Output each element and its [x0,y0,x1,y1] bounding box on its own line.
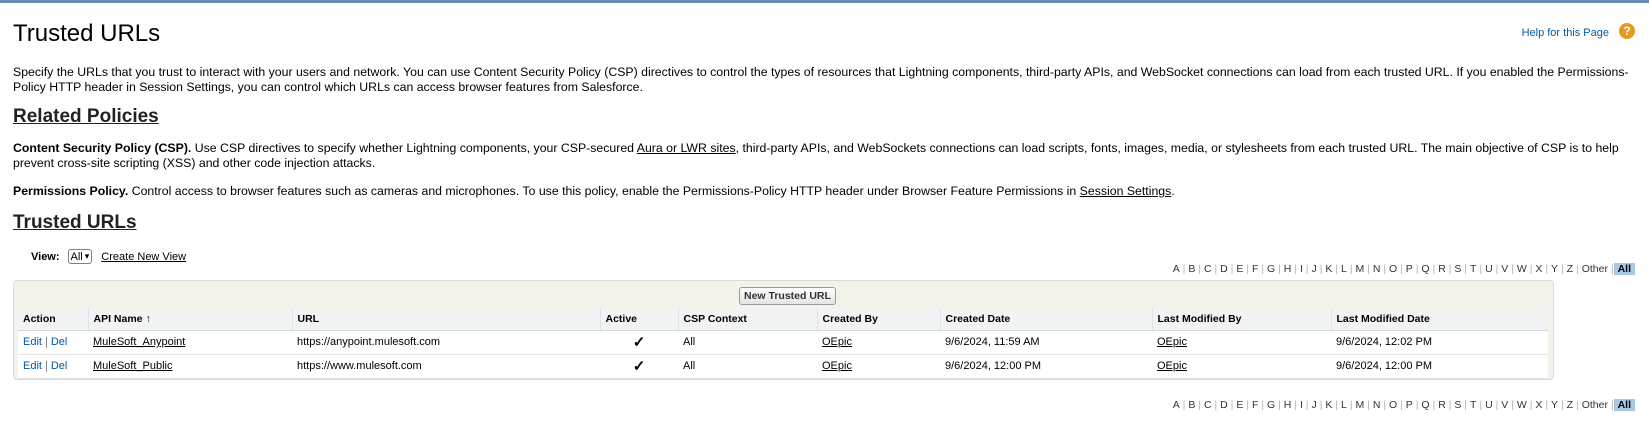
alpha-filter-h[interactable]: H [1283,263,1292,275]
alpha-filter-w[interactable]: W [1516,399,1527,411]
alpha-separator: | [1400,263,1403,275]
new-trusted-url-button[interactable]: New Trusted URL [739,287,836,305]
col-last-modified-date[interactable]: Last Modified Date [1331,308,1548,330]
alpha-filter-o[interactable]: O [1389,263,1398,275]
view-select[interactable] [68,249,93,264]
alpha-filter-c[interactable]: C [1203,263,1212,275]
last-modified-date-cell: 9/6/2024, 12:02 PM [1331,330,1548,354]
page-title: Trusted URLs [13,20,161,47]
alpha-filter-m[interactable]: M [1355,263,1365,275]
alpha-filter-v[interactable]: V [1501,399,1509,411]
alpha-separator: | [1246,263,1249,275]
alpha-separator: | [1400,399,1403,411]
col-url[interactable]: URL [292,308,600,330]
alpha-separator: | [1278,399,1281,411]
alpha-separator: | [1349,399,1353,411]
alpha-filter-u[interactable]: U [1485,263,1493,275]
alpha-filter-f[interactable]: F [1251,263,1259,275]
last-modified-by-link[interactable]: OEpic [1157,360,1187,372]
alpha-filter-u[interactable]: U [1485,399,1493,411]
alpha-separator: | [1495,263,1499,275]
alpha-separator: | [1415,263,1419,275]
url-cell: https://anypoint.mulesoft.com [292,330,600,354]
view-select-value: All [70,250,83,263]
col-created-date[interactable]: Created Date [940,308,1152,330]
alpha-separator: | [1529,263,1533,275]
alpha-filter-q[interactable]: Q [1421,399,1430,411]
help-icon[interactable]: ? [1619,23,1635,39]
alpha-filter-k[interactable]: K [1325,263,1333,275]
alpha-separator: | [1479,263,1483,275]
alpha-filter-t[interactable]: T [1470,263,1477,275]
alpha-separator: | [1367,263,1370,275]
alpha-separator: | [1305,399,1309,411]
alpha-separator: | [1182,263,1186,275]
alpha-filter-a[interactable]: A [1172,263,1180,275]
alpha-filter-c[interactable]: C [1203,399,1212,411]
alpha-filter-n[interactable]: N [1372,263,1381,275]
alpha-filter-g[interactable]: G [1267,399,1276,411]
alpha-separator: | [1198,263,1201,275]
alpha-separator: | [1545,399,1549,411]
alpha-filter-o[interactable]: O [1389,399,1398,411]
intro-text: Specify the URLs that you trust to interact with your users and network. You can use Content Security Policy (CSP) directives to control the types of resources that Lightning components, third-party APIs, and WebSocket connections can load from each trusted URL. If you enabled the Permissions-Policy HTTP header in Session Settings, you can control which URLs can access browser features from Salesforce. [13,65,1629,94]
action-separator: | [44,336,48,348]
col-csp-context[interactable]: CSP Context [678,308,817,330]
alpha-separator: | [1335,399,1338,411]
created-date-cell: 9/6/2024, 11:59 AM [940,330,1152,354]
alpha-filter-n[interactable]: N [1372,399,1381,411]
alpha-separator: | [1230,399,1234,411]
active-check-icon: ✓ [632,357,646,375]
col-created-by[interactable]: Created By [817,308,940,330]
alpha-filter-k[interactable]: K [1325,399,1333,411]
alpha-separator: | [1464,399,1468,411]
alpha-filter-m[interactable]: M [1355,399,1365,411]
last-modified-by-link[interactable]: OEpic [1157,336,1187,348]
alpha-filter-l[interactable]: L [1341,399,1347,411]
alpha-filter-g[interactable]: G [1267,263,1276,275]
alpha-separator: | [1246,399,1249,411]
alpha-filter-z[interactable]: Z [1566,399,1574,411]
alpha-filter-s[interactable]: S [1454,263,1462,275]
alpha-filter-i[interactable]: I [1299,263,1303,275]
help-link[interactable]: Help for this Page [1521,27,1609,39]
csp-context-cell: All [678,330,817,354]
col-last-modified-by[interactable]: Last Modified By [1152,308,1331,330]
csp-text-before: Use CSP directives to specify whether Lightning components, your CSP-secured [191,141,637,155]
alpha-separator: | [1214,399,1218,411]
alpha-filter-i[interactable]: I [1299,399,1303,411]
alpha-filter-bottom [1170,399,1635,411]
col-api-name[interactable] [88,308,292,330]
alpha-filter-j[interactable]: J [1311,399,1317,411]
trusted-urls-heading: Trusted URLs [13,212,137,233]
alpha-filter-p[interactable]: P [1405,399,1413,411]
alpha-separator: | [1294,399,1297,411]
alpha-separator: | [1432,263,1436,275]
alpha-separator: | [1349,263,1353,275]
alpha-separator: | [1335,263,1338,275]
session-settings-link[interactable]: Session Settings [1079,184,1172,198]
alpha-separator: | [1261,399,1264,411]
alpha-filter-y[interactable]: Y [1551,399,1559,411]
alpha-filter-other[interactable]: Other [1581,399,1608,411]
alpha-separator: | [1511,399,1514,411]
alpha-separator: | [1479,399,1483,411]
alpha-filter-b[interactable]: B [1188,263,1196,275]
related-policies-heading: Related Policies [13,106,159,127]
alpha-filter-d[interactable]: D [1220,399,1228,411]
api-name-link[interactable]: MuleSoft_Anypoint [93,336,186,348]
alpha-filter-j[interactable]: J [1311,263,1317,275]
csp-policy-label: Content Security Policy (CSP). [13,141,192,155]
alpha-separator: | [1610,263,1614,275]
created-by-link[interactable]: OEpic [822,336,852,348]
delete-link[interactable]: Del [50,360,68,372]
alpha-filter-all[interactable]: All [1614,263,1635,275]
alpha-separator: | [1383,263,1387,275]
alpha-separator: | [1182,399,1186,411]
alpha-separator: | [1448,399,1452,411]
alpha-filter-q[interactable]: Q [1421,263,1430,275]
created-by-link[interactable]: OEpic [822,360,852,372]
edit-link[interactable]: Edit [23,360,42,372]
alpha-filter-other[interactable]: Other [1581,263,1608,275]
alpha-separator: | [1415,399,1419,411]
alpha-separator: | [1495,399,1499,411]
last-modified-date-cell: 9/6/2024, 12:00 PM [1331,354,1548,378]
alpha-separator: | [1383,399,1387,411]
alpha-separator: | [1294,263,1297,275]
edit-link[interactable]: Edit [23,336,42,348]
api-name-link[interactable]: MuleSoft_Public [93,360,173,372]
created-date-cell: 9/6/2024, 12:00 PM [940,354,1152,378]
alpha-separator: | [1278,263,1281,275]
csp-context-cell: All [678,354,817,378]
table-row [18,330,1548,354]
alpha-separator: | [1230,263,1234,275]
alpha-separator: | [1545,263,1549,275]
alpha-filter-r[interactable]: R [1438,263,1446,275]
alpha-filter-all[interactable]: All [1614,399,1635,411]
alpha-filter-z[interactable]: Z [1566,263,1574,275]
permissions-policy-text [13,184,1633,199]
trusted-urls-list [13,280,1554,380]
delete-link[interactable]: Del [50,336,68,348]
active-check-icon: ✓ [632,333,646,351]
alpha-filter-h[interactable]: H [1283,399,1292,411]
alpha-filter-r[interactable]: R [1438,399,1446,411]
alpha-separator: | [1561,399,1564,411]
alpha-separator: | [1432,399,1436,411]
row-actions [18,354,88,378]
csp-policy-text [13,141,1633,171]
view-label: View: [31,250,60,263]
table-header-row [18,308,1548,330]
alpha-filter-s[interactable]: S [1454,399,1462,411]
alpha-separator: | [1576,263,1579,275]
alpha-separator: | [1367,399,1370,411]
alpha-filter-x[interactable]: X [1535,263,1543,275]
col-api-name-label: API Name [93,312,143,325]
alpha-filter-b[interactable]: B [1188,399,1196,411]
create-new-view-link[interactable]: Create New View [101,250,187,263]
csp-text-after: , third-party APIs, and WebSockets connections can load scripts, fonts, images, media, or stylesheets from each trusted URL. The main objective of CSP is to help prevent cross-site scripting (XSS) and other code injection attacks. [13,141,1619,170]
permissions-text-after: . [1171,184,1175,198]
alpha-filter-y[interactable]: Y [1551,263,1559,275]
alpha-filter-d[interactable]: D [1220,263,1228,275]
action-separator: | [44,360,48,372]
trusted-urls-table [18,308,1548,379]
permissions-text-before: Control access to browser features such as cameras and microphones. To use this policy, enable the Permissions-Policy HTTP header under Browser Feature Permissions in [128,184,1080,198]
alpha-filter-p[interactable]: P [1405,263,1413,275]
table-row [18,354,1548,378]
view-selector-row [31,249,186,264]
chevron-down-icon: ▾ [84,251,90,261]
alpha-separator: | [1576,399,1579,411]
alpha-separator: | [1610,399,1614,411]
alpha-filter-f[interactable]: F [1251,399,1259,411]
alpha-separator: | [1214,263,1218,275]
row-actions [18,330,88,354]
alpha-filter-x[interactable]: X [1535,399,1543,411]
alpha-separator: | [1319,399,1323,411]
alpha-filter-w[interactable]: W [1516,263,1527,275]
alpha-filter-e[interactable]: E [1236,263,1244,275]
alpha-filter-v[interactable]: V [1501,263,1509,275]
alpha-separator: | [1529,399,1533,411]
alpha-separator: | [1319,263,1323,275]
alpha-separator: | [1561,263,1564,275]
alpha-filter-a[interactable]: A [1172,399,1180,411]
col-active[interactable]: Active [600,308,678,330]
alpha-separator: | [1511,263,1514,275]
permissions-policy-label: Permissions Policy. [13,184,129,198]
alpha-separator: | [1448,263,1452,275]
alpha-separator: | [1464,263,1468,275]
alpha-filter-l[interactable]: L [1341,263,1347,275]
alpha-separator: | [1261,263,1264,275]
alpha-filter-e[interactable]: E [1236,399,1244,411]
alpha-filter-top [1170,263,1635,275]
sort-ascending-icon: ↑ [145,312,151,325]
url-cell: https://www.mulesoft.com [292,354,600,378]
alpha-filter-t[interactable]: T [1470,399,1477,411]
alpha-separator: | [1305,263,1309,275]
aura-lwr-sites-link[interactable]: Aura or LWR sites [636,141,736,155]
alpha-separator: | [1198,399,1201,411]
col-action: Action [18,308,88,330]
